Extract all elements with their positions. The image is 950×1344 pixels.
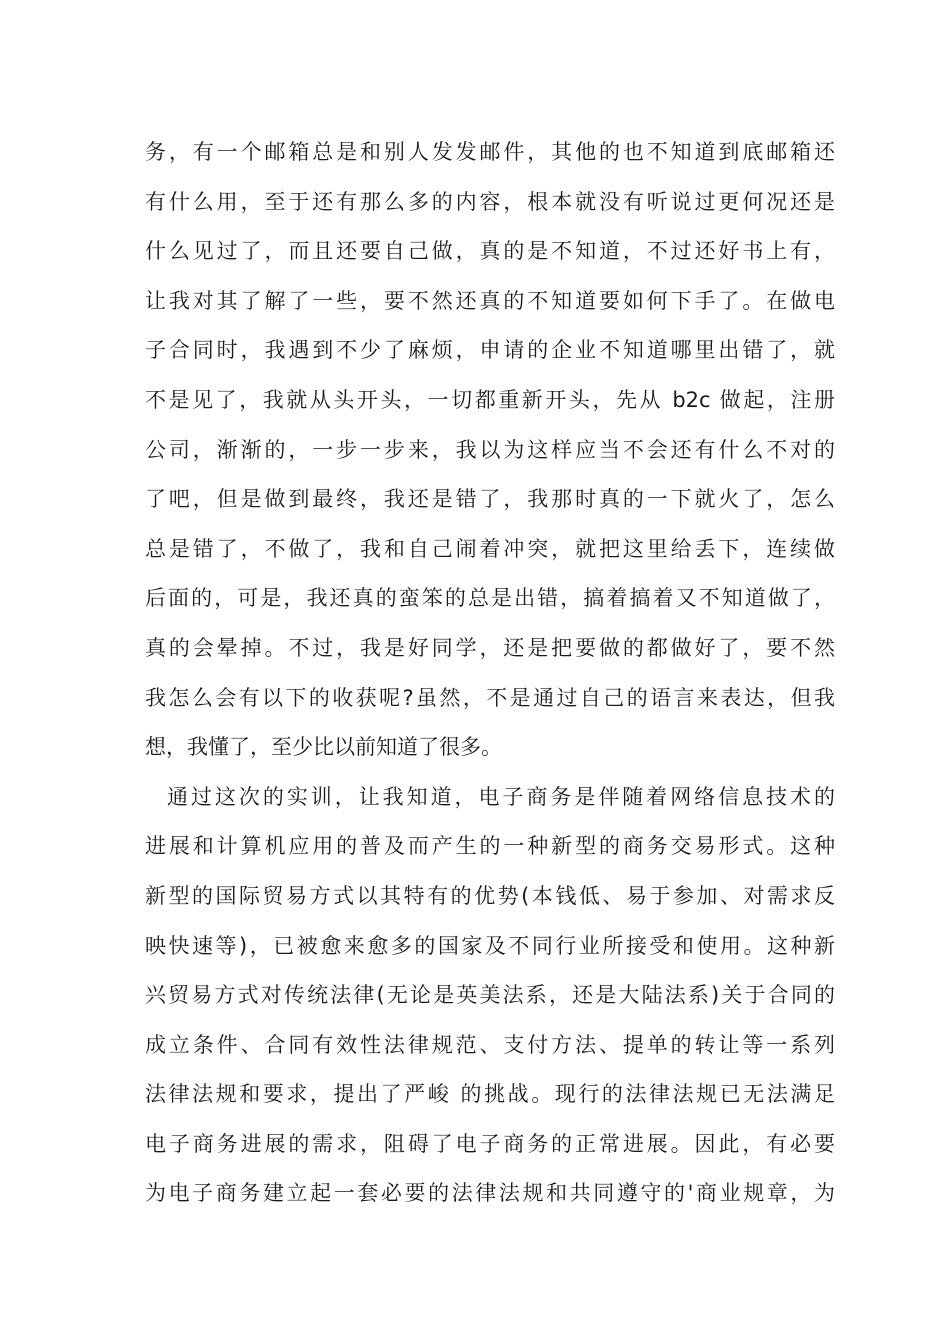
text-line: 总是错了，不做了，我和自己闹着冲突，就把这里给丢下，连续做 bbox=[145, 536, 835, 561]
text-line: 有什么用，至于还有那么多的内容，根本就没有听说过更何况还是 bbox=[145, 189, 835, 214]
text-line: 成立条件、合同有效性法律规范、支付方法、提单的转让等一系列 bbox=[145, 1032, 835, 1057]
text-line: 务，有一个邮箱总是和别人发发邮件，其他的也不知道到底邮箱还 bbox=[145, 140, 835, 164]
text-line: 公司，渐渐的，一步一步来，我以为这样应当不会还有什么不对的 bbox=[145, 437, 835, 462]
text-line: 为电子商务建立起一套必要的法律法规和共同遵守的'商业规章，为 bbox=[145, 1181, 835, 1206]
text-line: 了吧，但是做到最终，我还是错了，我那时真的一下就火了，怎么 bbox=[145, 487, 835, 512]
text-line: 电子商务进展的需求，阻碍了电子商务的正常进展。因此，有必要 bbox=[145, 1131, 835, 1156]
text-line: 后面的，可是，我还真的蛮笨的总是出错，搞着搞着又不知道做了， bbox=[145, 586, 835, 611]
text-line: 进展和计算机应用的普及而产生的一种新型的商务交易形式。这种 bbox=[145, 834, 835, 859]
text-line: 兴贸易方式对传统法律(无论是英美法系，还是大陆法系)关于合同的 bbox=[145, 983, 835, 1008]
text-line: 子合同时，我遇到不少了麻烦，申请的企业不知道哪里出错了，就 bbox=[145, 338, 835, 363]
paragraph-last-line: 想，我懂了，至少比以前知道了很多。 bbox=[145, 735, 502, 760]
paragraph-first-line: 通过这次的实训，让我知道，电子商务是伴随着网络信息技术的 bbox=[167, 784, 835, 809]
text-line: 什么见过了，而且还要自己做，真的是不知道，不过还好书上有， bbox=[145, 239, 835, 264]
text-line: 不是见了，我就从头开头，一切都重新开头，先从 b2c 做起，注册 bbox=[145, 387, 835, 412]
text-line: 真的会晕掉。不过，我是好同学，还是把要做的都做好了，要不然 bbox=[145, 635, 835, 660]
text-line: 映快速等)，已被愈来愈多的国家及不同行业所接受和使用。这种新 bbox=[145, 933, 835, 958]
body-text bbox=[145, 132, 835, 1223]
text-line: 法律法规和要求，提出了严峻 的挑战。现行的法律法规已无法满足 bbox=[145, 1082, 835, 1107]
text-line: 让我对其了解了一些，要不然还真的不知道要如何下手了。在做电 bbox=[145, 288, 835, 313]
text-line: 新型的国际贸易方式以其特有的优势(本钱低、易于参加、对需求反 bbox=[145, 883, 835, 908]
text-line: 我怎么会有以下的收获呢?虽然，不是通过自己的语言来表达，但我 bbox=[145, 685, 835, 710]
